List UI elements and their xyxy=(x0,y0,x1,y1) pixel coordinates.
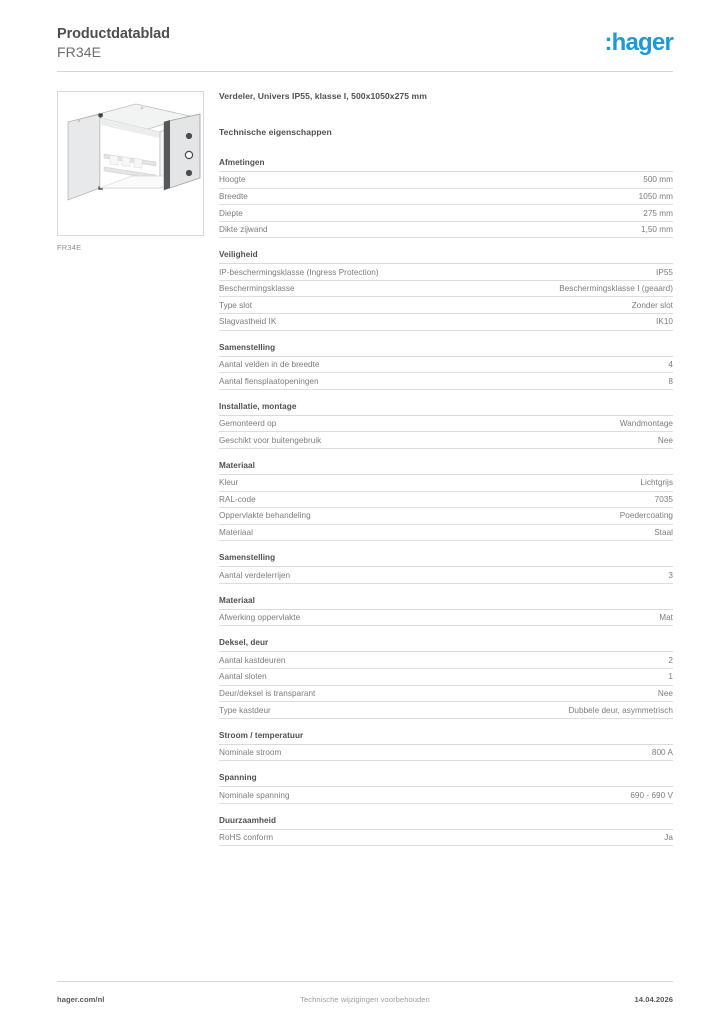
product-reference: FR34E xyxy=(57,44,102,61)
spec-value: Ja xyxy=(664,833,673,843)
page-header xyxy=(57,26,673,61)
spec-label: RAL-code xyxy=(219,494,256,504)
spec-row xyxy=(219,314,673,331)
spec-label: Gemonteerd op xyxy=(219,419,277,429)
spec-label: Aantal kastdeuren xyxy=(219,655,286,665)
spec-value: 1,50 mm xyxy=(640,225,673,235)
spec-row xyxy=(219,205,673,222)
spec-group-title: Samenstelling xyxy=(219,553,673,567)
spec-row xyxy=(219,475,673,492)
spec-value: Zonder slot xyxy=(631,300,673,310)
spec-row xyxy=(219,652,673,669)
spec-row xyxy=(219,745,673,762)
spec-row xyxy=(219,264,673,281)
spec-group xyxy=(219,461,673,541)
footer-disclaimer: Technische wijzigingen voorbehouden xyxy=(300,995,430,1004)
spec-row xyxy=(219,357,673,374)
spec-value: 500 mm xyxy=(643,175,673,185)
spec-row xyxy=(219,669,673,686)
spec-row xyxy=(219,525,673,542)
spec-group xyxy=(219,638,673,718)
title-block xyxy=(57,26,170,61)
header-divider xyxy=(57,71,673,72)
product-description: Verdeler, Univers IP55, klasse I, 500x1050x275 mm xyxy=(219,91,427,101)
product-image xyxy=(57,91,204,236)
spec-label: Aantal flensplaatopeningen xyxy=(219,376,319,386)
spec-value: 690 - 690 V xyxy=(630,790,673,800)
page-footer xyxy=(57,995,673,1004)
spec-group-title: Materiaal xyxy=(219,596,673,610)
spec-value: 1050 mm xyxy=(638,191,673,201)
spec-value: 800 A xyxy=(651,748,673,758)
spec-value: Poedercoating xyxy=(619,511,673,521)
spec-label: Diepte xyxy=(219,208,243,218)
spec-row xyxy=(219,830,673,847)
spec-value: 1 xyxy=(668,672,673,682)
spec-label: Nominale stroom xyxy=(219,748,282,758)
spec-label: Oppervlakte behandeling xyxy=(219,511,311,521)
spec-value: IP55 xyxy=(656,267,673,277)
spec-label: Afwerking oppervlakte xyxy=(219,613,301,623)
spec-label: Aantal velden in de breedte xyxy=(219,360,320,370)
hager-logo: :hager xyxy=(604,29,673,56)
spec-row xyxy=(219,297,673,314)
spec-group-title: Spanning xyxy=(219,773,673,787)
spec-label: IP-beschermingsklasse (Ingress Protection) xyxy=(219,267,379,277)
spec-label: Geschikt voor buitengebruik xyxy=(219,435,322,445)
product-image-caption: FR34E xyxy=(57,243,82,252)
spec-group xyxy=(219,596,673,627)
spec-group xyxy=(219,158,673,238)
spec-value: Lichtgrijs xyxy=(640,478,673,488)
spec-value: Wandmontage xyxy=(619,419,673,429)
spec-label: Type slot xyxy=(219,300,253,310)
spec-row xyxy=(219,432,673,449)
spec-row xyxy=(219,222,673,239)
footer-date: 14.04.2026 xyxy=(634,995,673,1004)
spec-label: Breedte xyxy=(219,191,248,201)
spec-row xyxy=(219,416,673,433)
spec-value: Mat xyxy=(659,613,673,623)
spec-label: Kleur xyxy=(219,478,239,488)
spec-group xyxy=(219,773,673,804)
spec-row xyxy=(219,492,673,509)
spec-label: Aantal sloten xyxy=(219,672,267,682)
spec-group xyxy=(219,816,673,847)
spec-value: Nee xyxy=(657,688,673,698)
spec-group xyxy=(219,402,673,449)
spec-label: Beschermingsklasse xyxy=(219,284,295,294)
spec-row xyxy=(219,373,673,390)
spec-value: 3 xyxy=(668,570,673,580)
specifications-column xyxy=(219,91,673,858)
spec-row xyxy=(219,172,673,189)
spec-label: Hoogte xyxy=(219,175,246,185)
spec-value: 8 xyxy=(668,376,673,386)
spec-row xyxy=(219,787,673,804)
spec-row xyxy=(219,189,673,206)
spec-row xyxy=(219,686,673,703)
spec-value: Nee xyxy=(657,435,673,445)
spec-value: Beschermingsklasse I (geaard) xyxy=(559,284,673,294)
spec-group-title: Veiligheid xyxy=(219,250,673,264)
page-title: Productdatablad xyxy=(57,26,170,42)
spec-value: 4 xyxy=(668,360,673,370)
spec-group-title: Stroom / temperatuur xyxy=(219,731,673,745)
spec-value: 275 mm xyxy=(643,208,673,218)
spec-row xyxy=(219,508,673,525)
spec-label: RoHS conform xyxy=(219,833,274,843)
spec-label: Deur/deksel is transparant xyxy=(219,688,316,698)
spec-group xyxy=(219,731,673,762)
spec-group-title: Samenstelling xyxy=(219,343,673,357)
spec-label: Aantal verdelerrijen xyxy=(219,570,291,580)
spec-group-title: Materiaal xyxy=(219,461,673,475)
spec-label: Slagvastheid IK xyxy=(219,317,277,327)
spec-row xyxy=(219,567,673,584)
spec-group xyxy=(219,343,673,390)
spec-row xyxy=(219,281,673,298)
spec-group-title: Afmetingen xyxy=(219,158,673,172)
spec-value: 2 xyxy=(668,655,673,665)
spec-value: Staal xyxy=(654,528,673,538)
spec-group xyxy=(219,250,673,330)
spec-label: Dikte zijwand xyxy=(219,225,268,235)
spec-row xyxy=(219,702,673,719)
technical-characteristics-heading: Technische eigenschappen xyxy=(219,127,332,137)
spec-label: Materiaal xyxy=(219,528,253,538)
spec-group xyxy=(219,553,673,584)
spec-group-title: Deksel, deur xyxy=(219,638,673,652)
spec-groups-container xyxy=(219,158,673,846)
spec-label: Type kastdeur xyxy=(219,705,271,715)
spec-group-title: Duurzaamheid xyxy=(219,816,673,830)
spec-group-title: Installatie, montage xyxy=(219,402,673,416)
enclosure-illustration xyxy=(58,92,203,235)
footer-divider xyxy=(57,981,673,982)
footer-website[interactable]: hager.com/nl xyxy=(57,995,105,1004)
spec-value: Dubbele deur, asymmetrisch xyxy=(568,705,673,715)
spec-row xyxy=(219,610,673,627)
spec-value: 7035 xyxy=(654,494,673,504)
spec-value: IK10 xyxy=(656,317,673,327)
spec-label: Nominale spanning xyxy=(219,790,290,800)
